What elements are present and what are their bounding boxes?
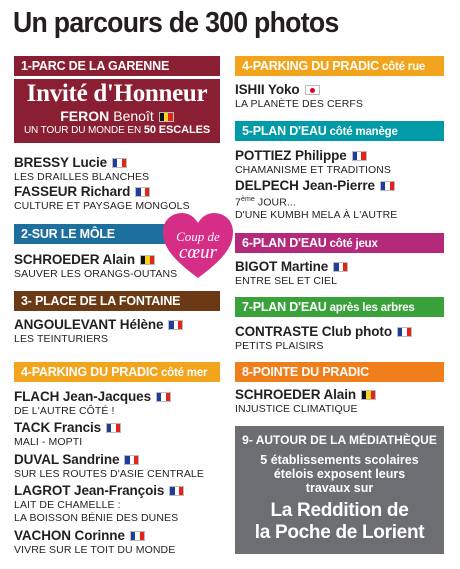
entry-name: DELPECH Jean-Pierre	[235, 178, 375, 193]
guest-first-name: Benoît	[113, 108, 154, 124]
section-7-subtitle: après les arbres	[326, 302, 415, 314]
heart-line-2: cœur	[179, 242, 217, 263]
france-flag-icon	[156, 392, 171, 402]
entry-title: CHAMANISME ET TRADITIONS	[235, 164, 392, 176]
france-flag-icon	[135, 187, 150, 197]
entry-angoulevant	[14, 317, 183, 346]
entry-contraste	[235, 324, 412, 353]
section-7-header	[235, 297, 444, 317]
entry-title-line-2: LA BOISSON BÉNIE DES DUNES	[14, 511, 179, 524]
section-6-subtitle: côté jeux	[326, 238, 378, 250]
entry-schroeder-pointe	[235, 387, 376, 416]
belgium-flag-icon	[140, 255, 155, 265]
entry-flach	[14, 389, 171, 418]
entry-duval	[14, 452, 204, 481]
france-flag-icon	[130, 531, 145, 541]
section-2-title: 2-SUR LE MÔLE	[21, 227, 115, 241]
entry-title: LES TEINTURIERS	[14, 333, 109, 345]
entry-name: BIGOT Martine	[235, 259, 329, 274]
entry-name: VACHON Corinne	[14, 528, 125, 543]
section-8-header	[235, 362, 444, 382]
heart-line-1: Coup de	[176, 229, 220, 244]
france-flag-icon	[333, 262, 348, 272]
entry-name: ANGOULEVANT Hélène	[14, 317, 164, 332]
section-9-title: 9- AUTOUR DE LA MÉDIATHÈQUE	[242, 433, 437, 447]
france-flag-icon	[106, 423, 121, 433]
entry-title: LES DRAILLES BLANCHES	[14, 171, 150, 183]
section-9-box	[235, 426, 444, 554]
belgium-flag-icon	[159, 112, 174, 122]
entry-title: VIVRE SUR LE TOIT DU MONDE	[14, 544, 176, 556]
entry-name: FASSEUR Richard	[14, 184, 131, 199]
entry-name: TACK Francis	[14, 420, 102, 435]
entry-delpech	[235, 178, 397, 222]
guest-of-honor-subtitle: UN TOUR DU MONDE EN 50 ESCALES	[23, 124, 211, 136]
entry-vachon	[14, 528, 175, 557]
entry-bressy	[14, 155, 149, 184]
entry-name: LAGROT Jean-François	[14, 483, 165, 498]
entry-name: POTTIEZ Philippe	[235, 148, 347, 163]
section-1-title: 1-PARC DE LA GARENNE	[21, 59, 170, 73]
entry-title: MALI - MOPTI	[14, 436, 83, 448]
entry-name: SCHROEDER Alain	[14, 252, 136, 267]
page-title: Un parcours de 300 photos	[13, 7, 339, 39]
section-9-description: 5 établissements scolaires ételois exposent leurs travaux sur	[260, 453, 419, 495]
entry-title-line-2: D'UNE KUMBH MELA À L'AUTRE	[235, 209, 398, 221]
section-4b-title: 4-PARKING DU PRADIC	[242, 59, 379, 73]
section-9-headline-line-2: la Poche de Lorient	[254, 522, 425, 543]
belgium-flag-icon	[361, 390, 376, 400]
section-5-header	[235, 121, 444, 141]
entry-name: BRESSY Lucie	[14, 155, 108, 170]
section-4-header	[14, 362, 220, 382]
section-5-subtitle: côté manège	[326, 126, 398, 138]
france-flag-icon	[168, 320, 183, 330]
section-3-header	[14, 291, 220, 311]
entry-title: ENTRE SEL ET CIEL	[235, 275, 338, 287]
section-7-title: 7-PLAN D'EAU	[242, 300, 327, 314]
entry-title: LAIT DE CHAMELLE :	[14, 499, 121, 511]
guest-of-honor-name	[14, 109, 220, 124]
section-8-title: 8-POINTE DU PRADIC	[242, 365, 369, 379]
france-flag-icon	[352, 151, 367, 161]
section-4-subtitle: côté mer	[157, 367, 208, 379]
entry-lagrot	[14, 483, 184, 524]
france-flag-icon	[124, 455, 139, 465]
section-6-header	[235, 233, 444, 253]
france-flag-icon	[112, 158, 127, 168]
entry-pottiez	[235, 148, 391, 177]
section-4b-subtitle: côté rue	[378, 61, 426, 73]
section-9-headline-line-1: La Reddition de	[270, 500, 409, 521]
france-flag-icon	[397, 327, 412, 337]
entry-title: 7ème JOUR...	[235, 196, 296, 209]
entry-tack	[14, 420, 121, 449]
entry-name: CONTRASTE Club photo	[235, 324, 392, 339]
section-1-header	[14, 56, 220, 76]
entry-title: DE L'AUTRE CÔTÉ !	[14, 405, 115, 417]
section-3-title: 3- PLACE DE LA FONTAINE	[21, 294, 181, 308]
entry-title: PETITS PLAISIRS	[235, 340, 324, 352]
guest-of-honor-box	[14, 79, 220, 143]
entry-title: LA PLANÈTE DES CERFS	[235, 98, 364, 110]
entry-schroeder-mole	[14, 252, 177, 281]
entry-name: DUVAL Sandrine	[14, 452, 120, 467]
section-4b-header	[235, 56, 444, 76]
japan-flag-icon	[305, 85, 320, 95]
entry-bigot	[235, 259, 348, 288]
section-5-title: 5-PLAN D'EAU	[242, 124, 327, 138]
section-6-title: 6-PLAN D'EAU	[242, 236, 327, 250]
guest-of-honor-title: Invité d'Honneur	[26, 80, 208, 107]
france-flag-icon	[169, 486, 184, 496]
entry-title: CULTURE ET PAYSAGE MONGOLS	[14, 200, 190, 212]
entry-title: SAUVER LES ORANGS-OUTANS	[14, 268, 178, 280]
entry-fasseur	[14, 184, 190, 213]
entry-ishii	[235, 82, 363, 111]
entry-title: INJUSTICE CLIMATIQUE	[235, 403, 358, 415]
france-flag-icon	[380, 181, 395, 191]
guest-last-name: FERON	[60, 108, 110, 124]
entry-name: SCHROEDER Alain	[235, 387, 357, 402]
entry-title: SUR LES ROUTES D'ASIE CENTRALE	[14, 468, 204, 480]
entry-name: ISHII Yoko	[235, 82, 300, 97]
entry-name: FLACH Jean-Jacques	[14, 389, 151, 404]
section-4-title: 4-PARKING DU PRADIC	[21, 365, 158, 379]
